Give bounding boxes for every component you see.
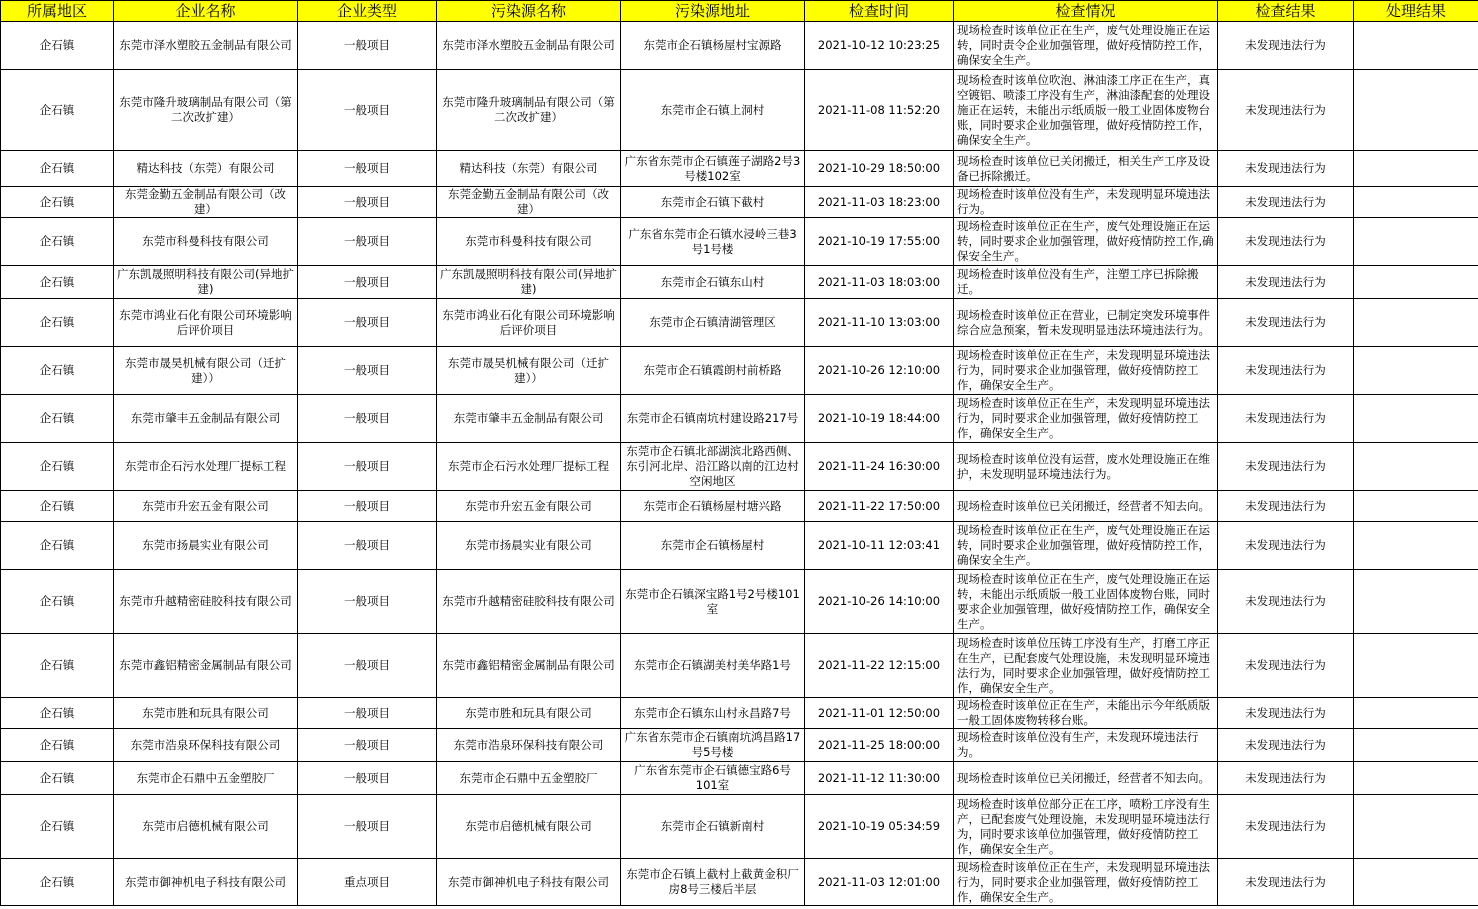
- cell-region[interactable]: 企石镇: [1, 491, 114, 522]
- cell-company[interactable]: 东莞市企石污水处理厂提标工程: [114, 443, 298, 491]
- cell-time[interactable]: 2021-11-08 11:52:20: [805, 70, 954, 151]
- cell-address[interactable]: 广东省东莞市企石镇莲子湖路2号3号楼102室: [621, 151, 805, 187]
- cell-address[interactable]: 东莞市企石镇湖美村美华路1号: [621, 634, 805, 698]
- cell-source[interactable]: 东莞市升越精密硅胶科技有限公司: [437, 570, 621, 634]
- cell-handling[interactable]: [1354, 634, 1478, 698]
- cell-address[interactable]: 广东省东莞市企石镇水浸岭三巷3号1号楼: [621, 218, 805, 266]
- cell-region[interactable]: 企石镇: [1, 443, 114, 491]
- table-row: [1, 395, 1478, 443]
- cell-type[interactable]: 一般项目: [298, 187, 437, 218]
- cell-source[interactable]: 东莞市启德机械有限公司: [437, 795, 621, 859]
- cell-address[interactable]: 东莞市企石镇南坑村建设路217号: [621, 395, 805, 443]
- cell-address[interactable]: 东莞市企石镇杨屋村宝源路: [621, 22, 805, 70]
- cell-result[interactable]: 未发现违法行为: [1218, 187, 1354, 218]
- cell-source[interactable]: 东莞市升宏五金有限公司: [437, 491, 621, 522]
- cell-result[interactable]: 未发现违法行为: [1218, 634, 1354, 698]
- cell-source[interactable]: 东莞市泽水塑胶五金制品有限公司: [437, 22, 621, 70]
- cell-company[interactable]: 东莞市启德机械有限公司: [114, 795, 298, 859]
- cell-address[interactable]: 东莞市企石镇深宝路1号2号楼101室: [621, 570, 805, 634]
- header-row: [1, 1, 1478, 22]
- cell-situation[interactable]: 现场检查时该单位压铸工序没有生产，打磨工序正在生产，已配套废气处理设施，未发现明显环境违法行为，同时要求企业加强管理，做好疫情防控工作，确保安全生产。: [954, 634, 1218, 698]
- cell-source[interactable]: 东莞市鑫铝精密金属制品有限公司: [437, 634, 621, 698]
- header-situation[interactable]: 检查情况: [954, 1, 1218, 22]
- cell-company[interactable]: 东莞市扬晨实业有限公司: [114, 522, 298, 570]
- cell-source[interactable]: 东莞市御神机电子科技有限公司: [437, 859, 621, 906]
- cell-region[interactable]: 企石镇: [1, 347, 114, 395]
- cell-situation[interactable]: 现场检查时该单位没有生产，未发现明显环境违法行为。: [954, 187, 1218, 218]
- cell-result[interactable]: 未发现违法行为: [1218, 218, 1354, 266]
- cell-situation[interactable]: 现场检查时该单位吹泡、淋油漆工序正在生产，真空镀铝、喷漆工序没有生产，淋油漆配套的处理设施正在运转，未能出示纸质版一般工业固体废物台账，同时要求企业加强管理，做好疫情防控工作，确保安全生产。: [954, 70, 1218, 151]
- cell-situation[interactable]: 现场检查时该单位已关闭搬迁，相关生产工序及设备已拆除搬迁。: [954, 151, 1218, 187]
- cell-handling[interactable]: [1354, 395, 1478, 443]
- header-result[interactable]: 检查结果: [1218, 1, 1354, 22]
- cell-time[interactable]: 2021-11-03 12:01:00: [805, 859, 954, 906]
- cell-result[interactable]: 未发现违法行为: [1218, 443, 1354, 491]
- header-company[interactable]: 企业名称: [114, 1, 298, 22]
- cell-region[interactable]: 企石镇: [1, 762, 114, 795]
- cell-region[interactable]: 企石镇: [1, 70, 114, 151]
- header-type[interactable]: 企业类型: [298, 1, 437, 22]
- cell-source[interactable]: 东莞市晟昊机械有限公司（迁扩建））: [437, 347, 621, 395]
- cell-region[interactable]: 企石镇: [1, 22, 114, 70]
- cell-address[interactable]: 东莞市企石镇新南村: [621, 795, 805, 859]
- cell-time[interactable]: 2021-11-25 18:00:00: [805, 729, 954, 762]
- cell-situation[interactable]: 现场检查时该单位没有生产，未发现环境违法行为。: [954, 729, 1218, 762]
- header-source[interactable]: 污染源名称: [437, 1, 621, 22]
- cell-type[interactable]: 一般项目: [298, 70, 437, 151]
- cell-type[interactable]: 一般项目: [298, 698, 437, 729]
- table-row: [1, 859, 1478, 906]
- cell-region[interactable]: 企石镇: [1, 859, 114, 906]
- cell-time[interactable]: 2021-11-01 12:50:00: [805, 698, 954, 729]
- cell-address[interactable]: 东莞市企石镇清湖管理区: [621, 299, 805, 347]
- table-row: [1, 491, 1478, 522]
- cell-source[interactable]: 东莞市鸿业石化有限公司环境影响后评价项目: [437, 299, 621, 347]
- header-address[interactable]: 污染源地址: [621, 1, 805, 22]
- cell-company[interactable]: 东莞市隆升玻璃制品有限公司（第二次改扩建）: [114, 70, 298, 151]
- cell-source[interactable]: 东莞金勤五金制品有限公司（改建）: [437, 187, 621, 218]
- table-row: [1, 443, 1478, 491]
- table-row: [1, 570, 1478, 634]
- cell-result[interactable]: 未发现违法行为: [1218, 22, 1354, 70]
- cell-time[interactable]: 2021-11-12 11:30:00: [805, 762, 954, 795]
- table-row: [1, 151, 1478, 187]
- cell-situation[interactable]: 现场检查时该单位正在生产，废气处理设施正在运转，同时要求企业加强管理，做好疫情防控工作,确保安全生产。: [954, 218, 1218, 266]
- table-row: [1, 187, 1478, 218]
- cell-situation[interactable]: 现场检查时该单位已关闭搬迁，经营者不知去向。: [954, 491, 1218, 522]
- cell-situation[interactable]: 现场检查时该单位没有生产，注塑工序已拆除搬迁。: [954, 266, 1218, 299]
- cell-time[interactable]: 2021-10-19 05:34:59: [805, 795, 954, 859]
- cell-type[interactable]: 一般项目: [298, 266, 437, 299]
- cell-handling[interactable]: [1354, 218, 1478, 266]
- cell-situation[interactable]: 现场检查时该单位正在生产，未能出示今年纸质版一般工固体废物转移台账。: [954, 698, 1218, 729]
- cell-type[interactable]: 一般项目: [298, 151, 437, 187]
- cell-company[interactable]: 东莞市鑫铝精密金属制品有限公司: [114, 634, 298, 698]
- cell-handling[interactable]: [1354, 729, 1478, 762]
- cell-company[interactable]: 东莞市浩泉环保科技有限公司: [114, 729, 298, 762]
- cell-handling[interactable]: [1354, 762, 1478, 795]
- cell-result[interactable]: 未发现违法行为: [1218, 151, 1354, 187]
- cell-handling[interactable]: [1354, 22, 1478, 70]
- cell-type[interactable]: 一般项目: [298, 491, 437, 522]
- cell-result[interactable]: 未发现违法行为: [1218, 491, 1354, 522]
- cell-time[interactable]: 2021-10-26 12:10:00: [805, 347, 954, 395]
- cell-company[interactable]: 东莞金勤五金制品有限公司（改建）: [114, 187, 298, 218]
- cell-result[interactable]: 未发现违法行为: [1218, 522, 1354, 570]
- cell-address[interactable]: 广东省东莞市企石镇南坑鸿昌路17号5号楼: [621, 729, 805, 762]
- cell-type[interactable]: 一般项目: [298, 22, 437, 70]
- cell-handling[interactable]: [1354, 698, 1478, 729]
- cell-source[interactable]: 东莞市肇丰五金制品有限公司: [437, 395, 621, 443]
- cell-time[interactable]: 2021-10-29 18:50:00: [805, 151, 954, 187]
- cell-time[interactable]: 2021-10-11 12:03:41: [805, 522, 954, 570]
- cell-type[interactable]: 一般项目: [298, 395, 437, 443]
- cell-address[interactable]: 东莞市企石镇杨屋村塘兴路: [621, 491, 805, 522]
- cell-time[interactable]: 2021-11-10 13:03:00: [805, 299, 954, 347]
- cell-result[interactable]: 未发现违法行为: [1218, 762, 1354, 795]
- cell-type[interactable]: 一般项目: [298, 570, 437, 634]
- cell-source[interactable]: 东莞市隆升玻璃制品有限公司（第二次改扩建）: [437, 70, 621, 151]
- cell-address[interactable]: 东莞市企石镇东山村永昌路7号: [621, 698, 805, 729]
- cell-source[interactable]: 精达科技（东莞）有限公司: [437, 151, 621, 187]
- table-body: [1, 22, 1478, 906]
- cell-type[interactable]: 一般项目: [298, 522, 437, 570]
- cell-company[interactable]: 东莞市科曼科技有限公司: [114, 218, 298, 266]
- cell-handling[interactable]: [1354, 443, 1478, 491]
- cell-situation[interactable]: 现场检查时该单位没有运营，废水处理设施正在维护，未发现明显环境违法行为。: [954, 443, 1218, 491]
- cell-situation[interactable]: 现场检查时该单位正在营业，已制定突发环境事件综合应急预案，暂未发现明显违法环境违法行为。: [954, 299, 1218, 347]
- cell-type[interactable]: 一般项目: [298, 729, 437, 762]
- cell-region[interactable]: 企石镇: [1, 522, 114, 570]
- cell-type[interactable]: 一般项目: [298, 299, 437, 347]
- cell-result[interactable]: 未发现违法行为: [1218, 266, 1354, 299]
- cell-time[interactable]: 2021-11-03 18:23:00: [805, 187, 954, 218]
- cell-region[interactable]: 企石镇: [1, 299, 114, 347]
- cell-region[interactable]: 企石镇: [1, 729, 114, 762]
- cell-time[interactable]: 2021-10-26 14:10:00: [805, 570, 954, 634]
- cell-time[interactable]: 2021-11-22 17:50:00: [805, 491, 954, 522]
- cell-type[interactable]: 一般项目: [298, 762, 437, 795]
- cell-region[interactable]: 企石镇: [1, 698, 114, 729]
- cell-situation[interactable]: 现场检查时该单位正在生产，未发现明显环境违法行为，同时要求企业加强管理，做好疫情防控工作，确保安全生产。: [954, 859, 1218, 906]
- cell-address[interactable]: 广东省东莞市企石镇德宝路6号101室: [621, 762, 805, 795]
- cell-region[interactable]: 企石镇: [1, 266, 114, 299]
- cell-time[interactable]: 2021-11-22 12:15:00: [805, 634, 954, 698]
- table-row: [1, 347, 1478, 395]
- table-row: [1, 634, 1478, 698]
- cell-time[interactable]: 2021-11-03 18:03:00: [805, 266, 954, 299]
- cell-result[interactable]: 未发现违法行为: [1218, 70, 1354, 151]
- table-row: [1, 266, 1478, 299]
- cell-type[interactable]: 重点项目: [298, 859, 437, 906]
- table-row: [1, 218, 1478, 266]
- cell-company[interactable]: 精达科技（东莞）有限公司: [114, 151, 298, 187]
- cell-address[interactable]: 东莞市企石镇下截村: [621, 187, 805, 218]
- cell-result[interactable]: 未发现违法行为: [1218, 795, 1354, 859]
- cell-time[interactable]: 2021-10-19 17:55:00: [805, 218, 954, 266]
- cell-source[interactable]: 广东凯晟照明科技有限公司(异地扩建): [437, 266, 621, 299]
- header-region[interactable]: 所属地区: [1, 1, 114, 22]
- cell-handling[interactable]: [1354, 522, 1478, 570]
- cell-type[interactable]: 一般项目: [298, 218, 437, 266]
- cell-handling[interactable]: [1354, 187, 1478, 218]
- cell-handling[interactable]: [1354, 491, 1478, 522]
- cell-company[interactable]: 东莞市鸿业石化有限公司环境影响后评价项目: [114, 299, 298, 347]
- cell-result[interactable]: 未发现违法行为: [1218, 859, 1354, 906]
- cell-address[interactable]: 东莞市企石镇东山村: [621, 266, 805, 299]
- cell-type[interactable]: 一般项目: [298, 634, 437, 698]
- cell-handling[interactable]: [1354, 70, 1478, 151]
- cell-handling[interactable]: [1354, 795, 1478, 859]
- table-row: [1, 795, 1478, 859]
- cell-address[interactable]: 东莞市企石镇北部湖滨北路西侧、东引河北岸、沿江路以南的江边村空闲地区: [621, 443, 805, 491]
- cell-situation[interactable]: 现场检查时该单位部分正在工序，喷粉工序没有生产，已配套废气处理设施，未发现明显环境违法行为，同时要求该单位加强管理，做好疫情防控工作，确保安全生产。: [954, 795, 1218, 859]
- cell-handling[interactable]: [1354, 299, 1478, 347]
- cell-time[interactable]: 2021-11-24 16:30:00: [805, 443, 954, 491]
- cell-address[interactable]: 东莞市企石镇杨屋村: [621, 522, 805, 570]
- cell-result[interactable]: 未发现违法行为: [1218, 395, 1354, 443]
- cell-source[interactable]: 东莞市浩泉环保科技有限公司: [437, 729, 621, 762]
- cell-handling[interactable]: [1354, 570, 1478, 634]
- cell-result[interactable]: 未发现违法行为: [1218, 698, 1354, 729]
- cell-handling[interactable]: [1354, 266, 1478, 299]
- cell-result[interactable]: 未发现违法行为: [1218, 347, 1354, 395]
- cell-situation[interactable]: 现场检查时该单位正在生产，废气处理设施正在运转，同时责令企业加强管理，做好疫情防控工作，确保安全生产。: [954, 22, 1218, 70]
- cell-region[interactable]: 企石镇: [1, 570, 114, 634]
- table-row: [1, 698, 1478, 729]
- cell-company[interactable]: 东莞市晟昊机械有限公司（迁扩建））: [114, 347, 298, 395]
- cell-region[interactable]: 企石镇: [1, 187, 114, 218]
- cell-company[interactable]: 东莞市泽水塑胶五金制品有限公司: [114, 22, 298, 70]
- table-row: [1, 762, 1478, 795]
- cell-region[interactable]: 企石镇: [1, 795, 114, 859]
- cell-region[interactable]: 企石镇: [1, 395, 114, 443]
- cell-situation[interactable]: 现场检查时该单位正在生产，废气处理设施正在运转，同时要求企业加强管理，做好疫情防控工作，确保安全生产。: [954, 522, 1218, 570]
- cell-type[interactable]: 一般项目: [298, 443, 437, 491]
- cell-situation[interactable]: 现场检查时该单位正在生产，未发现明显环境违法行为，同时要求企业加强管理，做好疫情防控工作，确保安全生产。: [954, 395, 1218, 443]
- header-handling[interactable]: 处理结果: [1354, 1, 1478, 22]
- cell-company[interactable]: 东莞市胜和玩具有限公司: [114, 698, 298, 729]
- cell-situation[interactable]: 现场检查时该单位正在生产，废气处理设施正在运转，未能出示纸质版一般工业固体废物台账，同时要求企业加强管理，做好疫情防控工作，确保安全生产。: [954, 570, 1218, 634]
- cell-handling[interactable]: [1354, 347, 1478, 395]
- cell-result[interactable]: 未发现违法行为: [1218, 729, 1354, 762]
- table-row: [1, 522, 1478, 570]
- cell-type[interactable]: 一般项目: [298, 347, 437, 395]
- cell-result[interactable]: 未发现违法行为: [1218, 299, 1354, 347]
- cell-source[interactable]: 东莞市企石鼎中五金塑胶厂: [437, 762, 621, 795]
- table-row: [1, 22, 1478, 70]
- cell-region[interactable]: 企石镇: [1, 151, 114, 187]
- cell-region[interactable]: 企石镇: [1, 218, 114, 266]
- cell-company[interactable]: 东莞市升越精密硅胶科技有限公司: [114, 570, 298, 634]
- cell-company[interactable]: 东莞市企石鼎中五金塑胶厂: [114, 762, 298, 795]
- cell-address[interactable]: 东莞市企石镇上洞村: [621, 70, 805, 151]
- cell-situation[interactable]: 现场检查时该单位正在生产，未发现明显环境违法行为，同时要求企业加强管理，做好疫情防控工作，确保安全生产。: [954, 347, 1218, 395]
- cell-company[interactable]: 东莞市御神机电子科技有限公司: [114, 859, 298, 906]
- cell-time[interactable]: 2021-10-19 18:44:00: [805, 395, 954, 443]
- cell-source[interactable]: 东莞市胜和玩具有限公司: [437, 698, 621, 729]
- cell-source[interactable]: 东莞市扬晨实业有限公司: [437, 522, 621, 570]
- cell-company[interactable]: 广东凯晟照明科技有限公司(异地扩建): [114, 266, 298, 299]
- cell-address[interactable]: 东莞市企石镇上截村上截黄金积厂房8号三楼后半层: [621, 859, 805, 906]
- cell-type[interactable]: 一般项目: [298, 795, 437, 859]
- cell-source[interactable]: 东莞市科曼科技有限公司: [437, 218, 621, 266]
- cell-result[interactable]: 未发现违法行为: [1218, 570, 1354, 634]
- table-row: [1, 70, 1478, 151]
- table-row: [1, 729, 1478, 762]
- cell-company[interactable]: 东莞市肇丰五金制品有限公司: [114, 395, 298, 443]
- cell-company[interactable]: 东莞市升宏五金有限公司: [114, 491, 298, 522]
- cell-address[interactable]: 东莞市企石镇霞朗村前桥路: [621, 347, 805, 395]
- table-row: [1, 299, 1478, 347]
- cell-handling[interactable]: [1354, 859, 1478, 906]
- header-time[interactable]: 检查时间: [805, 1, 954, 22]
- cell-situation[interactable]: 现场检查时该单位已关闭搬迁，经营者不知去向。: [954, 762, 1218, 795]
- cell-region[interactable]: 企石镇: [1, 634, 114, 698]
- cell-time[interactable]: 2021-10-12 10:23:25: [805, 22, 954, 70]
- cell-source[interactable]: 东莞市企石污水处理厂提标工程: [437, 443, 621, 491]
- cell-handling[interactable]: [1354, 151, 1478, 187]
